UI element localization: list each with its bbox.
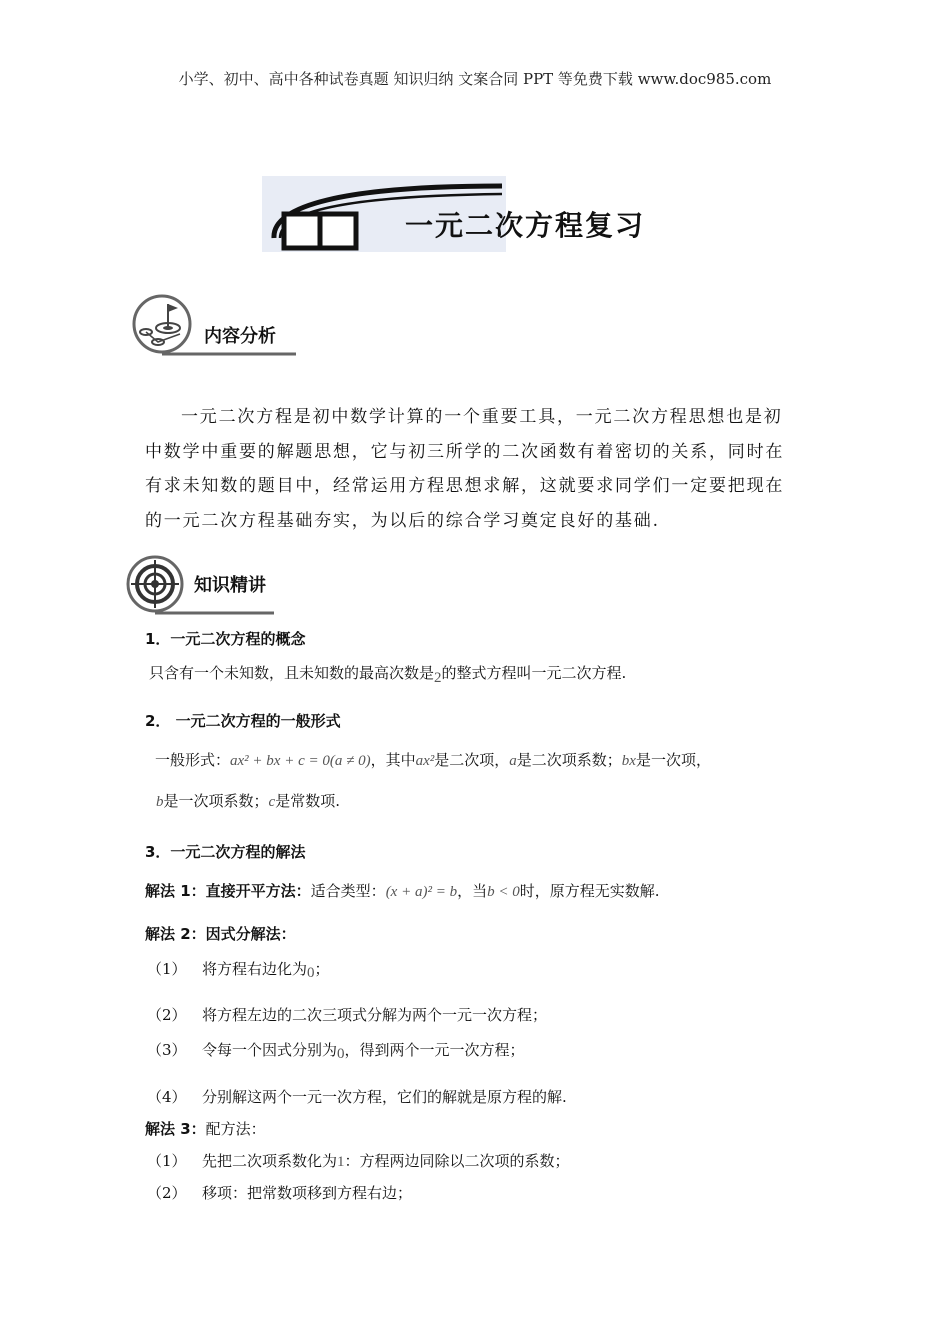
method2-step: （3） 令每一个因式分别为0，得到两个一元一次方程； (147, 1041, 525, 1062)
item2-line2: b是一次项系数；c是常数项. (156, 792, 340, 810)
method3-line: 解法 3：配方法： (145, 1120, 266, 1138)
item1-value: 2 (434, 670, 442, 686)
item1-title: 1．一元二次方程的概念 (145, 630, 306, 648)
intro-line: 一元二次方程是初中数学计算的一个重要工具，一元二次方程思想也是初 (181, 407, 783, 427)
method1-formula: (x + a)² = b (385, 884, 458, 900)
item2-line1: 一般形式：ax² + bx + c = 0(a ≠ 0)，其中ax²是二次项，a是二次项系数；bx是一次项， (155, 751, 711, 769)
method3-step: （1） 先把二次项系数化为1：方程两边同除以二次项的系数； (147, 1152, 570, 1170)
method1-line: 解法 1：直接开平方法：适合类型：(x + a)² = b，当b < 0时，原方程无实数解. (145, 882, 660, 900)
section-heading-content-analysis: 内容分析 (204, 326, 276, 347)
intro-line: 的一元二次方程基础夯实，为以后的综合学习奠定良好的基础. (145, 510, 660, 531)
method2-step: （1） 将方程右边化为0； (147, 960, 330, 981)
item2-title: 2． 一元二次方程的一般形式 (145, 712, 341, 730)
top-banner: 小学、初中、高中各种试卷真题 知识归纳 文案合同 PPT 等免费下载 www.doc985.com (178, 70, 772, 88)
section-heading-knowledge: 知识精讲 (194, 575, 266, 596)
item1-text: 只含有一个未知数，且未知数的最高次数是2的整式方程叫一元二次方程. (149, 664, 627, 686)
method2-label: 解法 2：因式分解法： (145, 925, 296, 943)
intro-paragraph (145, 400, 810, 538)
method2-step: （2） 将方程左边的二次三项式分解为两个一元一次方程； (147, 1006, 548, 1024)
method3-step: （2） 移项：把常数项移到方程右边； (147, 1184, 413, 1202)
method2-step: （4） 分别解这两个一元一次方程，它们的解就是原方程的解. (147, 1088, 567, 1106)
intro-line: 有求未知数的题目中，经常运用方程思想求解，这就要求同学们一定要把现在 (145, 476, 785, 496)
page-title: 一元二次方程复习 (405, 209, 646, 242)
general-form-formula: ax² + bx + c = 0(a ≠ 0) (230, 753, 371, 769)
item3-title: 3．一元二次方程的解法 (145, 843, 306, 861)
intro-line: 中数学中重要的解题思想，它与初三所学的二次函数有着密切的关系，同时在 (145, 441, 785, 462)
